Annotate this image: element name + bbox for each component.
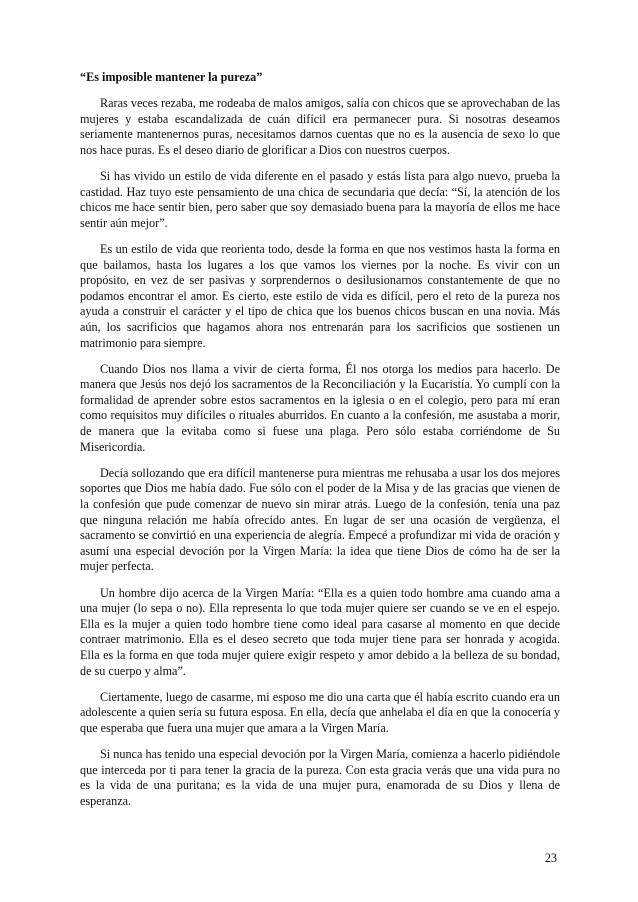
section-title: “Es imposible mantener la pureza”	[80, 70, 263, 84]
paragraph-1: Raras veces rezaba, me rodeaba de malos amigos, salía con chicos que se aprovechaban de las mujeres y estaba escandalizada de cuán difícil era permanecer pura. Si nosotras deseamos seriamente mantenernos puras, necesitamos darnos cuentas que no es la ausencia de sexo lo que nos hace puras. Es el deseo diario de glorificar a Dios con nuestros cuerpos.	[80, 96, 560, 157]
page-number: 23	[544, 851, 557, 865]
paragraph-8: Si nunca has tenido una especial devoción por la Virgen María, comienza a hacerlo pidiéndole que interceda por ti para tener la gracia de la pureza. Con esta gracia verás que una vida pura no es la vida de una puritana; es la vida de una mujer pura, enamorada de su Dios y llena de esperanza.	[80, 747, 560, 808]
paragraph-6: Un hombre dijo acerca de la Virgen María: “Ella es a quien todo hombre ama cuando ama a una mujer (lo sepa o no). Ella representa lo que toda mujer quiere ser cuando se ve en el espejo. Ella es la mujer a quien todo hombre tiene como ideal para casarse al momento en que decide contraer matrimonio. Ella es el deseo secreto que toda mujer tiene para ser honrada y acogida. Ella es la forma en que toda mujer quiere exigir respeto y amor debido a la belleza de su bondad, de su cuerpo y alma”.	[80, 585, 560, 678]
paragraph-7: Ciertamente, luego de casarme, mi esposo me dio una carta que él había escrito cuando era un adolescente a quien sería su futura esposa. En ella, decía que anhelaba el día en que la conocería y que esperaba que fuera una mujer que amara a la Virgen María.	[80, 689, 560, 735]
page-content	[80, 70, 560, 820]
paragraph-5: Decía sollozando que era difícil mantenerse pura mientras me rehusaba a usar los dos mejores soportes que Dios me había dado. Fue sólo con el poder de la Misa y de las gracias que vienen de la confesión que pude comenzar de nuevo sin mirar atrás. Luego de la confesión, tenía una paz que ninguna relación me había ofrecido antes. En lugar de ser una ocasión de vergüenza, el sacramento se convirtió en una experiencia de alegría. Empecé a profundizar mi vida de oración y asumí una especial devoción por la Virgen María: la idea que tiene Dios de cómo ha de ser la mujer perfecta.	[80, 465, 560, 574]
paragraph-4: Cuando Dios nos llama a vivir de cierta forma, Él nos otorga los medios para hacerlo. De manera que Jesús nos dejó los sacramentos de la Reconciliación y la Eucaristía. Yo cumplí con la formalidad de aprender sobre estos sacramentos en la iglesia o en el colegio, pero para mí eran como requisitos muy difíciles o rituales aburridos. En cuanto a la confesión, me asustaba a morir, de manera que la evitaba como si fuese una plaga. Pero sólo estaba corriéndome de Su Misericordia.	[80, 361, 560, 454]
paragraph-2: Si has vivido un estilo de vida diferente en el pasado y estás lista para algo nuevo, prueba la castidad. Haz tuyo este pensamiento de una chica de secundaria que decía: “Sí, la atención de los chicos me hace sentir bien, pero saber que soy demasiado buena para la mayoría de ellos me hace sentir aún mejor”.	[80, 168, 560, 230]
paragraph-3: Es un estilo de vida que reorienta todo, desde la forma en que nos vestimos hasta la forma en que bailamos, hasta los lugares a los que vamos los viernes por la noche. Es vivir con un propósito, en vez de ser pasivas y sorprendernos o desilusionarnos constantemente de que no podamos encontrar el amor. Es cierto, este estilo de vida es difícil, pero el reto de la pureza nos ayuda a construir el carácter y el tipo de chica que los buenos chicos buscan en una novia. Más aún, los sacrificios que hagamos ahora nos entrenarán para los sacrificios que sostienen un matrimonio para siempre.	[80, 241, 560, 350]
